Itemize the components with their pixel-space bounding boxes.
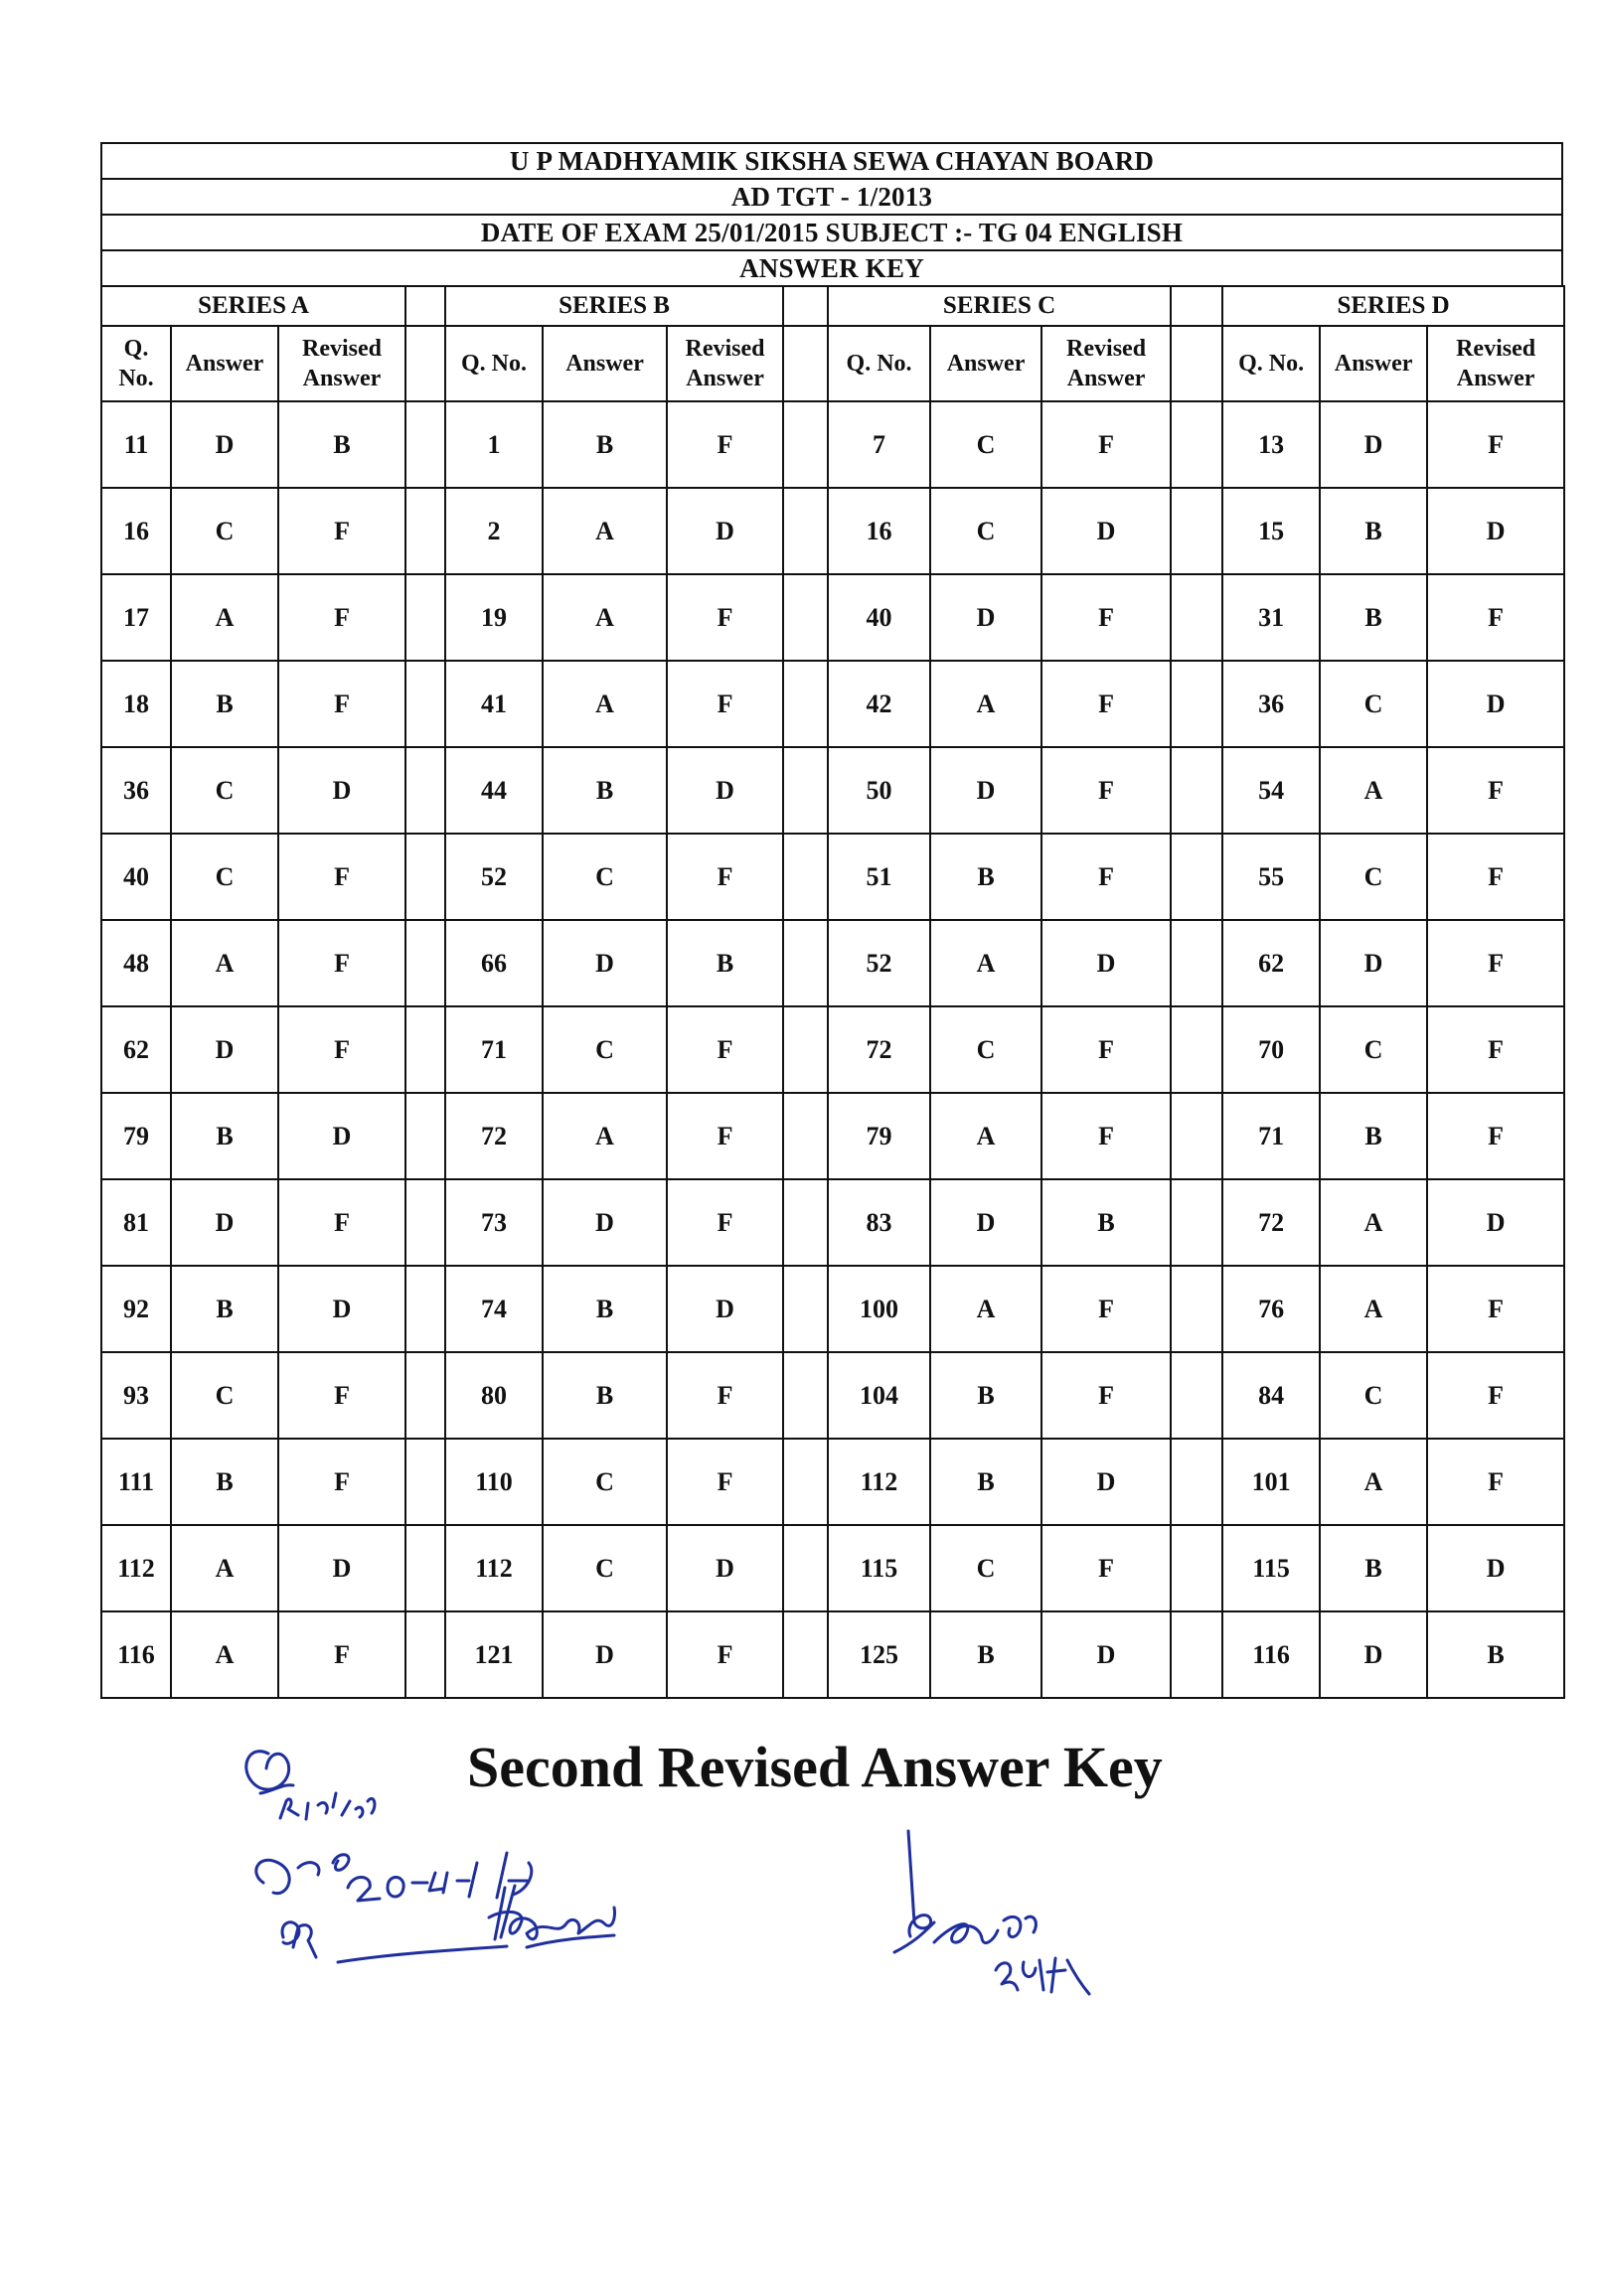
revised-answer-cell: F bbox=[1427, 1352, 1564, 1439]
question-number-cell: 110 bbox=[445, 1439, 543, 1525]
revised-answer-cell: F bbox=[278, 1179, 405, 1266]
table-row bbox=[101, 661, 1564, 747]
answer-cell: C bbox=[543, 834, 667, 920]
answer-cell: D bbox=[543, 920, 667, 1006]
spacer-cell bbox=[783, 920, 828, 1006]
spacer-cell bbox=[1171, 920, 1222, 1006]
question-number-cell: 93 bbox=[101, 1352, 171, 1439]
spacer-cell bbox=[1171, 1179, 1222, 1266]
answer-cell: C bbox=[171, 488, 278, 574]
table-row bbox=[101, 1611, 1564, 1698]
answer-cell: B bbox=[1320, 488, 1427, 574]
table-row bbox=[101, 1352, 1564, 1439]
question-number-cell: 116 bbox=[1222, 1611, 1320, 1698]
answer-cell: A bbox=[930, 1093, 1041, 1179]
spacer-cell bbox=[1171, 834, 1222, 920]
answer-cell: D bbox=[1320, 401, 1427, 488]
question-number-cell: 17 bbox=[101, 574, 171, 661]
spacer-cell bbox=[405, 401, 445, 488]
revised-answer-header: Revised Answer bbox=[667, 326, 783, 401]
question-number-cell: 116 bbox=[101, 1611, 171, 1698]
spacer-cell bbox=[783, 747, 828, 834]
spacer-cell bbox=[405, 834, 445, 920]
spacer-cell bbox=[783, 1525, 828, 1611]
revised-answer-cell: D bbox=[1041, 1611, 1171, 1698]
question-number-cell: 71 bbox=[1222, 1093, 1320, 1179]
answer-cell: B bbox=[930, 834, 1041, 920]
answer-cell: D bbox=[930, 574, 1041, 661]
answer-cell: D bbox=[171, 1006, 278, 1093]
spacer-cell bbox=[783, 1611, 828, 1698]
answer-cell: C bbox=[1320, 834, 1427, 920]
question-number-cell: 104 bbox=[828, 1352, 930, 1439]
question-number-cell: 101 bbox=[1222, 1439, 1320, 1525]
question-number-cell: 92 bbox=[101, 1266, 171, 1352]
spacer-cell bbox=[1171, 1266, 1222, 1352]
answer-cell: B bbox=[171, 1093, 278, 1179]
qno-header: Q. No. bbox=[445, 326, 543, 401]
table-row bbox=[101, 1525, 1564, 1611]
spacer-cell bbox=[1171, 326, 1222, 401]
question-number-cell: 62 bbox=[101, 1006, 171, 1093]
qno-header: Q. No. bbox=[828, 326, 930, 401]
answer-cell: B bbox=[930, 1611, 1041, 1698]
question-number-cell: 18 bbox=[101, 661, 171, 747]
answer-cell: B bbox=[543, 401, 667, 488]
revised-answer-cell: F bbox=[1427, 920, 1564, 1006]
answer-cell: A bbox=[171, 574, 278, 661]
answer-cell: B bbox=[1320, 1525, 1427, 1611]
spacer-cell bbox=[783, 488, 828, 574]
revised-answer-cell: F bbox=[1427, 747, 1564, 834]
spacer-cell bbox=[405, 1525, 445, 1611]
revised-answer-cell: B bbox=[1427, 1611, 1564, 1698]
revised-answer-cell: F bbox=[1427, 1006, 1564, 1093]
question-number-cell: 72 bbox=[1222, 1179, 1320, 1266]
spacer-cell bbox=[783, 661, 828, 747]
question-number-cell: 44 bbox=[445, 747, 543, 834]
answer-cell: A bbox=[1320, 1266, 1427, 1352]
answer-cell: A bbox=[171, 920, 278, 1006]
spacer-cell bbox=[405, 574, 445, 661]
question-number-cell: 112 bbox=[445, 1525, 543, 1611]
spacer-cell bbox=[1171, 1525, 1222, 1611]
revised-answer-cell: F bbox=[278, 920, 405, 1006]
revised-answer-cell: F bbox=[667, 1179, 783, 1266]
revised-answer-cell: F bbox=[667, 401, 783, 488]
question-number-cell: 31 bbox=[1222, 574, 1320, 661]
spacer-cell bbox=[1171, 574, 1222, 661]
revised-answer-cell: F bbox=[1041, 401, 1171, 488]
question-number-cell: 40 bbox=[828, 574, 930, 661]
question-number-cell: 100 bbox=[828, 1266, 930, 1352]
handwritten-signature-right bbox=[884, 1823, 1123, 2022]
spacer-cell bbox=[783, 834, 828, 920]
question-number-cell: 71 bbox=[445, 1006, 543, 1093]
spacer-cell bbox=[1171, 661, 1222, 747]
answer-cell: C bbox=[930, 1525, 1041, 1611]
revised-answer-cell: F bbox=[278, 1439, 405, 1525]
handwritten-signature-middle bbox=[487, 1878, 636, 1957]
question-number-cell: 79 bbox=[101, 1093, 171, 1179]
answer-cell: B bbox=[930, 1439, 1041, 1525]
answer-cell: C bbox=[543, 1439, 667, 1525]
revised-answer-cell: F bbox=[278, 661, 405, 747]
answer-cell: B bbox=[171, 661, 278, 747]
question-number-cell: 74 bbox=[445, 1266, 543, 1352]
revised-answer-cell: B bbox=[1041, 1179, 1171, 1266]
spacer-cell bbox=[1171, 1352, 1222, 1439]
question-number-cell: 48 bbox=[101, 920, 171, 1006]
question-number-cell: 79 bbox=[828, 1093, 930, 1179]
answer-cell: D bbox=[1320, 920, 1427, 1006]
spacer-cell bbox=[783, 326, 828, 401]
revised-answer-cell: F bbox=[667, 834, 783, 920]
table-row bbox=[101, 1179, 1564, 1266]
qno-header: Q. No. bbox=[1222, 326, 1320, 401]
answer-cell: A bbox=[543, 1093, 667, 1179]
answer-cell: C bbox=[543, 1525, 667, 1611]
revised-answer-cell: D bbox=[278, 1266, 405, 1352]
answer-cell: A bbox=[930, 920, 1041, 1006]
question-number-cell: 115 bbox=[828, 1525, 930, 1611]
answer-cell: D bbox=[1320, 1611, 1427, 1698]
spacer-cell bbox=[405, 747, 445, 834]
revised-answer-cell: F bbox=[667, 661, 783, 747]
question-number-cell: 42 bbox=[828, 661, 930, 747]
revised-answer-cell: F bbox=[1427, 574, 1564, 661]
spacer-cell bbox=[405, 1439, 445, 1525]
revised-answer-cell: F bbox=[1427, 834, 1564, 920]
revised-answer-cell: F bbox=[667, 1093, 783, 1179]
question-number-cell: 16 bbox=[101, 488, 171, 574]
answer-key-sheet bbox=[100, 142, 1563, 1699]
revised-answer-cell: D bbox=[1041, 920, 1171, 1006]
revised-answer-header: Revised Answer bbox=[278, 326, 405, 401]
revised-answer-cell: F bbox=[667, 1439, 783, 1525]
question-number-cell: 52 bbox=[445, 834, 543, 920]
table-row bbox=[101, 1439, 1564, 1525]
revised-answer-cell: F bbox=[1041, 661, 1171, 747]
spacer-cell bbox=[783, 1439, 828, 1525]
revised-answer-cell: D bbox=[1427, 488, 1564, 574]
question-number-cell: 80 bbox=[445, 1352, 543, 1439]
revised-answer-cell: F bbox=[278, 1352, 405, 1439]
revised-answer-cell: F bbox=[278, 574, 405, 661]
answer-cell: C bbox=[171, 747, 278, 834]
answer-cell: A bbox=[543, 661, 667, 747]
answer-cell: D bbox=[171, 1179, 278, 1266]
spacer-cell bbox=[405, 920, 445, 1006]
question-number-cell: 7 bbox=[828, 401, 930, 488]
spacer-cell bbox=[783, 401, 828, 488]
revised-answer-header: Revised Answer bbox=[1041, 326, 1171, 401]
question-number-cell: 1 bbox=[445, 401, 543, 488]
revised-answer-cell: F bbox=[1041, 1093, 1171, 1179]
revised-answer-cell: D bbox=[667, 1266, 783, 1352]
question-number-cell: 72 bbox=[445, 1093, 543, 1179]
answer-cell: A bbox=[930, 661, 1041, 747]
answer-cell: D bbox=[930, 1179, 1041, 1266]
revised-answer-cell: F bbox=[1427, 1093, 1564, 1179]
revised-answer-cell: F bbox=[1041, 1006, 1171, 1093]
table-row bbox=[101, 574, 1564, 661]
question-number-cell: 2 bbox=[445, 488, 543, 574]
spacer-cell bbox=[783, 1352, 828, 1439]
question-number-cell: 50 bbox=[828, 747, 930, 834]
answer-cell: C bbox=[1320, 1352, 1427, 1439]
revised-answer-cell: F bbox=[1041, 1352, 1171, 1439]
exam-code: AD TGT - 1/2013 bbox=[100, 178, 1563, 214]
spacer-cell bbox=[1171, 401, 1222, 488]
answer-cell: C bbox=[930, 1006, 1041, 1093]
table-row bbox=[101, 488, 1564, 574]
spacer-cell bbox=[783, 574, 828, 661]
revised-answer-cell: F bbox=[667, 574, 783, 661]
question-number-cell: 41 bbox=[445, 661, 543, 747]
answer-cell: C bbox=[543, 1006, 667, 1093]
question-number-cell: 84 bbox=[1222, 1352, 1320, 1439]
question-number-cell: 15 bbox=[1222, 488, 1320, 574]
revised-answer-cell: F bbox=[667, 1006, 783, 1093]
revised-answer-cell: F bbox=[1041, 574, 1171, 661]
spacer-cell bbox=[783, 1266, 828, 1352]
spacer-cell bbox=[405, 1093, 445, 1179]
table-row bbox=[101, 747, 1564, 834]
revised-answer-cell: F bbox=[278, 1611, 405, 1698]
question-number-cell: 76 bbox=[1222, 1266, 1320, 1352]
question-number-cell: 52 bbox=[828, 920, 930, 1006]
answer-header: Answer bbox=[1320, 326, 1427, 401]
spacer-cell bbox=[405, 326, 445, 401]
spacer-cell bbox=[1171, 1439, 1222, 1525]
spacer-cell bbox=[783, 1093, 828, 1179]
spacer-cell bbox=[1171, 1611, 1222, 1698]
revised-answer-cell: D bbox=[278, 747, 405, 834]
question-number-cell: 62 bbox=[1222, 920, 1320, 1006]
series-header-c: SERIES C bbox=[828, 286, 1171, 326]
revised-answer-cell: F bbox=[278, 488, 405, 574]
answer-cell: A bbox=[171, 1611, 278, 1698]
spacer-cell bbox=[405, 661, 445, 747]
spacer-cell bbox=[1171, 286, 1222, 326]
spacer-cell bbox=[405, 488, 445, 574]
question-number-cell: 73 bbox=[445, 1179, 543, 1266]
answer-cell: C bbox=[930, 401, 1041, 488]
revised-answer-cell: F bbox=[667, 1352, 783, 1439]
answer-cell: D bbox=[171, 401, 278, 488]
question-number-cell: 51 bbox=[828, 834, 930, 920]
table-row bbox=[101, 920, 1564, 1006]
question-number-cell: 70 bbox=[1222, 1006, 1320, 1093]
answer-cell: A bbox=[1320, 747, 1427, 834]
table-row bbox=[101, 401, 1564, 488]
question-number-cell: 66 bbox=[445, 920, 543, 1006]
spacer-cell bbox=[405, 1611, 445, 1698]
revised-answer-cell: F bbox=[1427, 1439, 1564, 1525]
question-number-cell: 72 bbox=[828, 1006, 930, 1093]
spacer-cell bbox=[783, 1006, 828, 1093]
question-number-cell: 112 bbox=[101, 1525, 171, 1611]
answer-cell: B bbox=[930, 1352, 1041, 1439]
revised-answer-header: Revised Answer bbox=[1427, 326, 1564, 401]
answer-cell: B bbox=[171, 1266, 278, 1352]
qno-header: Q. No. bbox=[101, 326, 171, 401]
answer-cell: B bbox=[543, 747, 667, 834]
document-title: ANSWER KEY bbox=[100, 249, 1563, 285]
revised-answer-cell: D bbox=[667, 488, 783, 574]
spacer-cell bbox=[1171, 747, 1222, 834]
table-row bbox=[101, 1266, 1564, 1352]
series-header-d: SERIES D bbox=[1222, 286, 1564, 326]
question-number-cell: 121 bbox=[445, 1611, 543, 1698]
answer-cell: D bbox=[543, 1611, 667, 1698]
table-row bbox=[101, 1093, 1564, 1179]
spacer-cell bbox=[783, 1179, 828, 1266]
answer-cell: C bbox=[1320, 661, 1427, 747]
spacer-cell bbox=[405, 1179, 445, 1266]
question-number-cell: 55 bbox=[1222, 834, 1320, 920]
revised-answer-cell: F bbox=[1041, 834, 1171, 920]
answer-header: Answer bbox=[171, 326, 278, 401]
question-number-cell: 16 bbox=[828, 488, 930, 574]
answer-cell: B bbox=[543, 1266, 667, 1352]
series-header-a: SERIES A bbox=[101, 286, 405, 326]
revised-answer-cell: F bbox=[278, 1006, 405, 1093]
revised-answer-cell: D bbox=[1041, 1439, 1171, 1525]
answer-cell: B bbox=[1320, 574, 1427, 661]
answer-cell: B bbox=[1320, 1093, 1427, 1179]
question-number-cell: 125 bbox=[828, 1611, 930, 1698]
revised-answer-cell: D bbox=[278, 1093, 405, 1179]
series-header-b: SERIES B bbox=[445, 286, 783, 326]
question-number-cell: 40 bbox=[101, 834, 171, 920]
answer-cell: A bbox=[543, 574, 667, 661]
answer-header: Answer bbox=[543, 326, 667, 401]
question-number-cell: 19 bbox=[445, 574, 543, 661]
revised-answer-cell: B bbox=[278, 401, 405, 488]
revised-answer-cell: F bbox=[278, 834, 405, 920]
exam-info: DATE OF EXAM 25/01/2015 SUBJECT :- TG 04 ENGLISH bbox=[100, 214, 1563, 249]
revised-answer-cell: F bbox=[1041, 1266, 1171, 1352]
answer-header: Answer bbox=[930, 326, 1041, 401]
question-number-cell: 83 bbox=[828, 1179, 930, 1266]
answer-cell: B bbox=[171, 1439, 278, 1525]
question-number-cell: 81 bbox=[101, 1179, 171, 1266]
revised-answer-cell: D bbox=[667, 747, 783, 834]
question-number-cell: 112 bbox=[828, 1439, 930, 1525]
revised-answer-cell: F bbox=[1041, 747, 1171, 834]
answer-cell: C bbox=[1320, 1006, 1427, 1093]
revised-answer-cell: D bbox=[1041, 488, 1171, 574]
table-row bbox=[101, 834, 1564, 920]
answer-key-table bbox=[100, 285, 1565, 1699]
answer-cell: C bbox=[171, 834, 278, 920]
spacer-cell bbox=[405, 1352, 445, 1439]
spacer-cell bbox=[405, 286, 445, 326]
answer-cell: A bbox=[1320, 1179, 1427, 1266]
answer-cell: A bbox=[1320, 1439, 1427, 1525]
spacer-cell bbox=[1171, 488, 1222, 574]
revised-answer-cell: D bbox=[667, 1525, 783, 1611]
question-number-cell: 36 bbox=[101, 747, 171, 834]
question-number-cell: 115 bbox=[1222, 1525, 1320, 1611]
board-title: U P MADHYAMIK SIKSHA SEWA CHAYAN BOARD bbox=[100, 142, 1563, 178]
spacer-cell bbox=[1171, 1006, 1222, 1093]
revised-answer-cell: F bbox=[1427, 401, 1564, 488]
answer-cell: C bbox=[171, 1352, 278, 1439]
revised-answer-cell: F bbox=[1427, 1266, 1564, 1352]
spacer-cell bbox=[783, 286, 828, 326]
revised-answer-cell: B bbox=[667, 920, 783, 1006]
second-revised-caption: Second Revised Answer Key bbox=[467, 1735, 1163, 1799]
answer-cell: A bbox=[543, 488, 667, 574]
question-number-cell: 11 bbox=[101, 401, 171, 488]
answer-cell: D bbox=[543, 1179, 667, 1266]
answer-cell: C bbox=[930, 488, 1041, 574]
revised-answer-cell: F bbox=[667, 1611, 783, 1698]
answer-cell: A bbox=[930, 1266, 1041, 1352]
revised-answer-cell: D bbox=[1427, 1179, 1564, 1266]
spacer-cell bbox=[405, 1266, 445, 1352]
revised-answer-cell: D bbox=[1427, 1525, 1564, 1611]
spacer-cell bbox=[1171, 1093, 1222, 1179]
answer-cell: B bbox=[543, 1352, 667, 1439]
answer-cell: D bbox=[930, 747, 1041, 834]
revised-answer-cell: D bbox=[1427, 661, 1564, 747]
table-row bbox=[101, 1006, 1564, 1093]
question-number-cell: 111 bbox=[101, 1439, 171, 1525]
revised-answer-cell: D bbox=[278, 1525, 405, 1611]
revised-answer-cell: F bbox=[1041, 1525, 1171, 1611]
question-number-cell: 54 bbox=[1222, 747, 1320, 834]
spacer-cell bbox=[405, 1006, 445, 1093]
answer-cell: A bbox=[171, 1525, 278, 1611]
question-number-cell: 13 bbox=[1222, 401, 1320, 488]
question-number-cell: 36 bbox=[1222, 661, 1320, 747]
